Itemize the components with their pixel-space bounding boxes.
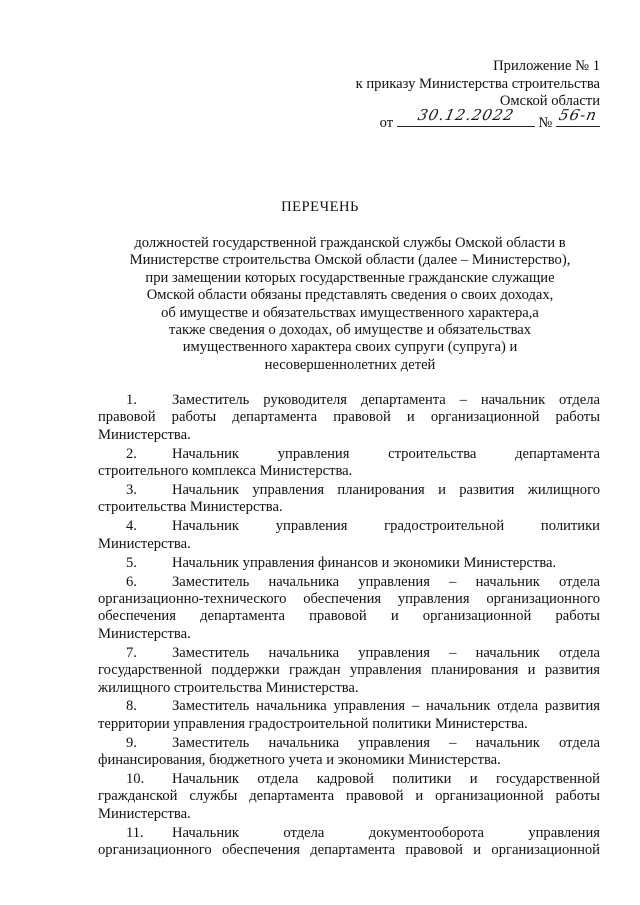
handwritten-number: 56-п [557,106,599,124]
item-continuation-line: правовой работы департамента правовой и организационной работы [98,409,600,426]
list-item [98,825,600,860]
list-item [98,698,600,733]
item-first-line: Заместитель начальника управления – начальник отдела [172,644,600,661]
number-field [556,106,600,127]
item-number: 3. [126,482,137,499]
subtitle-line: об имуществе и обязательствах имущественного характера,а [161,304,539,321]
item-continuation-line: строительства Министерства. [98,499,283,516]
list-item [98,518,600,553]
item-continuation-line: Министерства. [98,426,191,443]
item-continuation-line: государственной поддержки граждан управления планирования и развития [98,662,600,679]
handwritten-date: 30.12.2022 [416,106,516,124]
list-item [98,735,600,770]
item-continuation-line: финансирования, бюджетного учета и экономики Министерства. [98,752,501,769]
item-number: 11. [126,824,144,841]
list-item [98,446,600,481]
list-item [98,574,600,644]
item-number: 1. [126,392,137,408]
item-continuation-line: жилищного строительства Министерства. [98,679,359,696]
item-first-line: Заместитель руководителя департамента – начальник отдела [172,392,600,408]
item-first-line: Заместитель начальника управления – начальник отдела [172,573,600,590]
document-subtitle [100,235,600,374]
list-item [98,482,600,517]
document-title: ПЕРЕЧЕНЬ [281,199,359,215]
item-first-line: Начальник управления планирования и развития жилищного [172,482,600,499]
subtitle-line: должностей государственной гражданской службы Омской области в [134,235,566,251]
list-item [98,771,600,823]
item-number: 2. [126,445,137,462]
item-number: 7. [126,644,137,661]
item-continuation-line: Министерства. [98,625,191,642]
list-item [98,392,600,444]
subtitle-line: Омской области обязаны представлять сведения о своих доходах, [146,287,554,304]
positions-list [98,392,600,861]
item-continuation-line: строительного комплекса Министерства. [98,463,353,480]
item-continuation-line: Министерства. [98,535,191,552]
item-number: 8. [126,698,137,715]
item-first-line: Начальник управления градостроительной политики [172,518,600,535]
item-first-line: Заместитель начальника управления – начальник отдела развития [172,698,600,715]
item-first-line: Начальник отдела кадровой политики и государственной [172,771,600,788]
subtitle-line: также сведения о доходах, об имуществе и обязательствах [168,322,532,339]
date-prefix: от [379,114,394,131]
date-field [397,106,535,127]
order-reference: к приказу Министерства строительства [355,75,600,92]
item-number: 6. [126,573,137,590]
item-first-line: Заместитель начальника управления – начальник отдела [172,734,600,751]
list-item [98,555,600,572]
item-first-line: Начальник отдела документооборота управления [172,824,600,841]
item-first-line: Начальник управления строительства департамента [172,445,600,462]
item-continuation-line: Министерства. [98,805,191,822]
subtitle-line: несовершеннолетних детей [264,356,436,373]
item-number: 10. [126,771,145,788]
region-line: Омской области [499,93,600,109]
item-continuation-line: организационно-технического обеспечения управления организационного [98,590,600,607]
item-number: 4. [126,518,137,535]
item-number: 5. [126,554,137,571]
number-prefix: № [538,114,553,131]
item-continuation-line: обеспечения департамента правовой и организационной работы [98,608,600,625]
subtitle-line: имущественного характера своих супруги (супруга) и [182,339,518,356]
item-number: 9. [126,734,137,751]
subtitle-line: при замещении которых государственные гражданские служащие [145,269,555,286]
date-number-line [356,106,600,133]
item-continuation-line: организационного обеспечения департамента правовой и организационной [98,842,600,859]
item-continuation-line: территории управления градостроительной политики Министерства. [98,715,528,732]
appendix-header [356,58,600,132]
item-first-line: Начальник управления финансов и экономики Министерства. [172,554,557,571]
list-item [98,645,600,697]
appendix-label: Приложение № 1 [493,58,600,74]
item-continuation-line: гражданской службы департамента правовой и организационной работы [98,788,600,805]
subtitle-line: Министерстве строительства Омской области (далее – Министерство), [129,252,571,269]
